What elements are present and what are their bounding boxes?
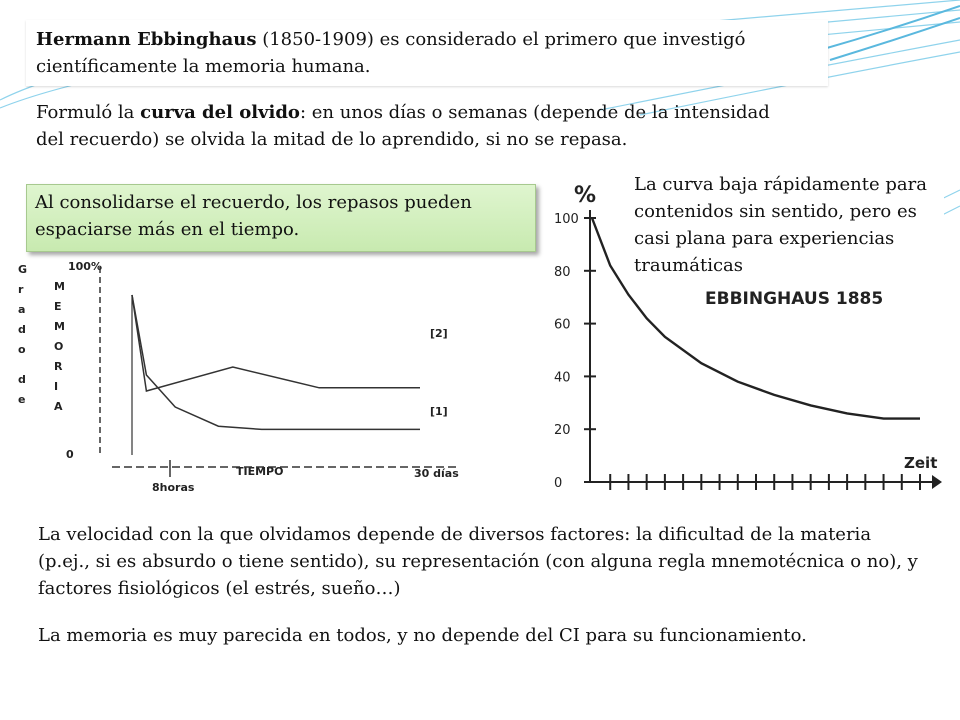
- para1-after: : en unos días o semanas (depende de la intensidad del recuerdo) se olvida la mitad de lo aprendido, si no se repasa.: [36, 102, 770, 150]
- para1-bold: curva del olvido: [140, 102, 300, 123]
- x-tick-right: 30 días: [414, 467, 459, 480]
- title-bold: Hermann Ebbinghaus: [36, 29, 257, 50]
- title-box: [26, 20, 828, 86]
- y-tick-zero: 0: [66, 448, 74, 461]
- y-tick-label-100: 100: [554, 212, 579, 227]
- ylabel2-letter-5: I: [54, 380, 59, 393]
- paragraph-curva: [36, 99, 776, 153]
- ylabel-letter-2: a: [18, 303, 26, 316]
- chart-right-title: EBBINGHAUS 1885: [705, 289, 884, 309]
- ylabel2-letter-6: A: [54, 400, 63, 413]
- ylabel2-letter-1: E: [54, 300, 62, 313]
- series-label-1: [1]: [430, 405, 448, 418]
- right-note: La curva baja rápidamente para contenidos sin sentido, pero es casi plana para experiencias traumáticas: [634, 174, 927, 276]
- paragraph-velocidad: La velocidad con la que olvidamos depende de diversos factores: la dificultad de la materia (p.ej., si es absurdo o tiene sentido), su representación (con alguna regla mnemotécnica o no), y factores fisiológicos (el estrés, sueño…): [38, 524, 918, 599]
- y-tick-top: 100%: [68, 260, 102, 273]
- y-axis-unit: %: [574, 183, 597, 208]
- x-axis-label-zeit: Zeit: [904, 454, 938, 472]
- series-label-2: [2]: [430, 327, 448, 340]
- title-text: [36, 26, 820, 80]
- ylabel-letter-0: G: [18, 263, 28, 276]
- green-note-box: [26, 184, 536, 252]
- green-note-text: Al consolidarse el recuerdo, los repasos pueden espaciarse más en el tiempo.: [35, 192, 472, 240]
- y-tick-label-80: 80: [554, 264, 571, 280]
- para1-before: Formuló la: [36, 102, 141, 123]
- title-rest: (1850-1909) es considerado el primero que investigó científicamente la memoria humana.: [36, 29, 746, 77]
- ylabel-letter-3: d: [18, 323, 26, 336]
- y-tick-label-40: 40: [554, 370, 571, 386]
- ylabel2-letter-3: O: [54, 340, 64, 353]
- chart-left: [0, 255, 480, 495]
- y-tick-label-0: 0: [554, 476, 563, 491]
- ylabel-letter-5: d: [18, 373, 26, 386]
- ylabel-letter-4: o: [18, 343, 26, 356]
- ylabel2-letter-0: M: [54, 280, 65, 293]
- y-tick-label-20: 20: [554, 423, 571, 439]
- ylabel-letter-1: r: [18, 283, 24, 296]
- ylabel-letter-6: e: [18, 393, 26, 406]
- y-tick-label-60: 60: [554, 317, 571, 333]
- ylabel2-letter-4: R: [54, 360, 63, 373]
- paragraph-memoria: La memoria es muy parecida en todos, y no depende del CI para su funcionamiento.: [38, 625, 807, 646]
- ylabel2-letter-2: M: [54, 320, 65, 333]
- x-axis-label: TIEMPO: [236, 465, 284, 478]
- x-tick-left: 8horas: [152, 481, 195, 494]
